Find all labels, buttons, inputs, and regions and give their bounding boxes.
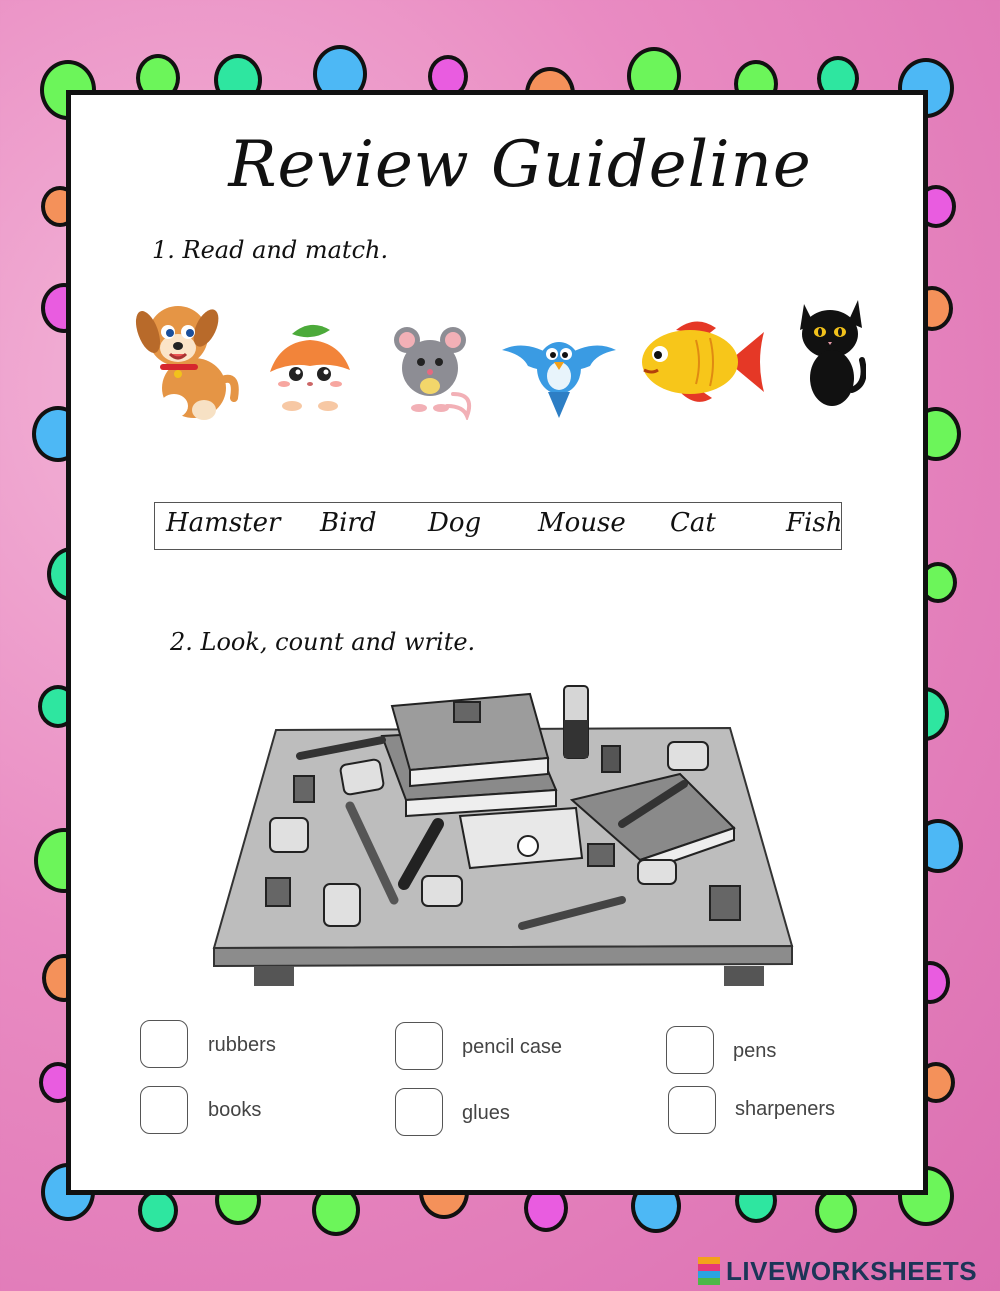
count-box-sharpeners[interactable] <box>668 1086 716 1134</box>
hamster-image <box>262 322 360 414</box>
brand-text: LIVEWORKSHEETS <box>726 1255 978 1286</box>
count-box-rubbers[interactable] <box>140 1020 188 1068</box>
count-box-pencil-case[interactable] <box>395 1022 443 1070</box>
page-title: Review Guideline <box>228 128 812 202</box>
label-books: books <box>208 1099 262 1121</box>
desk-illustration <box>210 680 802 990</box>
label-sharpeners: sharpeners <box>735 1098 836 1120</box>
word-dog[interactable]: Dog <box>428 508 482 538</box>
word-hamster[interactable]: Hamster <box>166 508 281 538</box>
section2-instruction: 2. Look, count and write. <box>170 628 476 656</box>
word-cat[interactable]: Cat <box>670 508 716 538</box>
section1-instruction: 1. Read and match. <box>152 236 389 264</box>
cat-image <box>796 290 866 410</box>
liveworksheets-brand <box>698 1256 977 1286</box>
fish-image <box>636 316 768 408</box>
count-box-pens[interactable] <box>666 1026 714 1074</box>
word-bird[interactable]: Bird <box>320 508 377 538</box>
count-box-glues[interactable] <box>395 1088 443 1136</box>
mouse-image <box>393 324 475 420</box>
dog-image <box>134 288 240 428</box>
word-mouse[interactable]: Mouse <box>538 508 626 538</box>
word-fish[interactable]: Fish <box>786 508 843 538</box>
count-box-books[interactable] <box>140 1086 188 1134</box>
label-pencil-case: pencil case <box>462 1036 563 1058</box>
liveworksheets-logo-icon <box>698 1257 720 1285</box>
label-glues: glues <box>462 1102 510 1124</box>
label-pens: pens <box>733 1040 777 1062</box>
label-rubbers: rubbers <box>208 1034 276 1056</box>
bird-image <box>500 318 618 420</box>
